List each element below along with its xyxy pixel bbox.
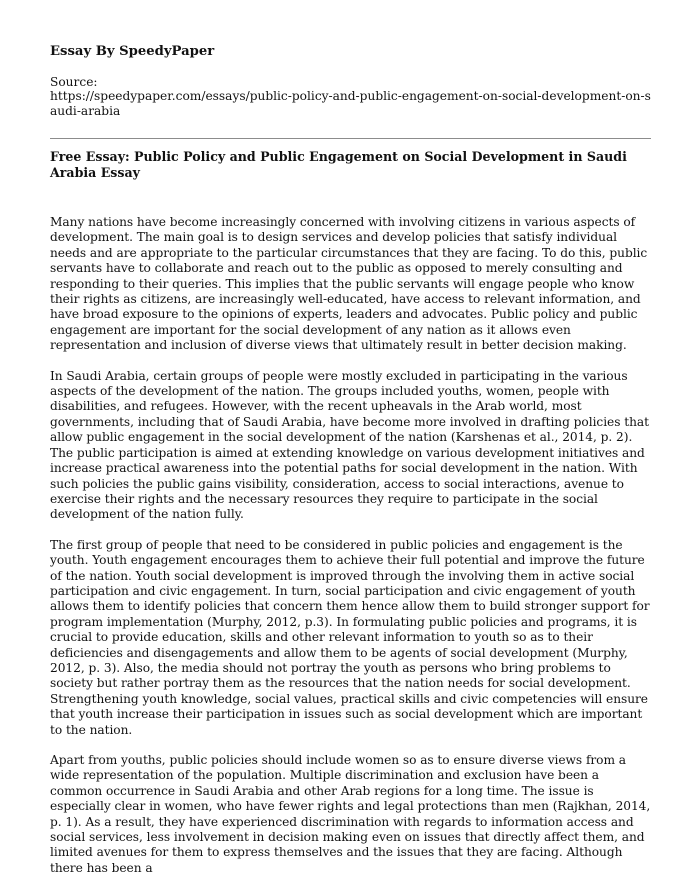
essay-paragraph: Many nations have become increasingly concerned with involving citizens in various aspects of development. The main goal is to design services and develop policies that satisfy individual needs and are appropriate to the particular circumstances that they are facing. To do this, public servants have to collaborate and reach out to the public as opposed to merely consulting and responding to their queries. This implies that the public servants will engage people who know their rights as citizens, are increasingly well-educated, have access to relevant information, and have broad exposure to the opinions of experts, leaders and advocates. Public policy and public engagement are important for the social development of any nation as it allows even representation and inclusion of diverse views that ultimately result in better decision making. [50, 215, 648, 353]
source-url: https://speedypaper.com/essays/public-policy-and-public-engagement-on-social-development-on-saudi-arabia [50, 89, 651, 118]
essay-paragraph: The first group of people that need to be considered in public policies and engagement is the youth. Youth engagement encourages them to achieve their full potential and improve the future of the nation. Youth social development is improved through the involving them in active social participation and civic engagement. In turn, social participation and civic engagement of youth allows them to identify policies that concern them hence allow them to build stronger support for program implementation (Murphy, 2012, p.3). In formulating public policies and programs, it is crucial to provide education, skills and other relevant information to youth so as to their deficiencies and disengagements and allow them to be agents of social development (Murphy, 2012, p. 3). Also, the media should not portray the youth as persons who bring problems to society but rather portray them as the resources that the nation needs for social development. Strengthening youth knowledge, social values, practical skills and civic competencies will ensure that youth increase their participation in issues such as social development which are important to the nation. [50, 537, 650, 737]
site-header-title: Essay By SpeedyPaper [50, 44, 215, 59]
essay-body [50, 215, 651, 891]
essay-paragraph: In Saudi Arabia, certain groups of people were mostly excluded in participating in the various aspects of the development of the nation. The groups included youths, women, people with disabilities, and refugees. However, with the recent upheavals in the Arab world, most governments, including that of Saudi Arabia, have become more involved in drafting policies that allow public engagement in the social development of the nation (Karshenas et al., 2014, p. 2). The public participation is aimed at extending knowledge on various development initiatives and increase practical awareness into the potential paths for social development in the nation. With such policies the public gains visibility, consideration, access to social interactions, avenue to exercise their rights and the necessary resources they require to participate in the social development of the nation fully. [50, 368, 649, 522]
divider [50, 138, 651, 139]
essay-paragraph: Apart from youths, public policies should include women so as to ensure diverse views from a wide representation of the population. Multiple discrimination and exclusion have been a common occurrence in Saudi Arabia and other Arab regions for a long time. The issue is especially clear in women, who have fewer rights and legal protections than men (Rajkhan, 2014, p. 1). As a result, they have experienced discrimination with regards to information access and social services, less involvement in decision making even on issues that directly affect them, and limited avenues for them to express themselves and the issues that they are facing. Although there has been a [50, 753, 651, 875]
essay-title: Free Essay: Public Policy and Public Engagement on Social Development in Saudi Arabia Essay [50, 149, 627, 180]
source-label: Source: [50, 75, 98, 89]
